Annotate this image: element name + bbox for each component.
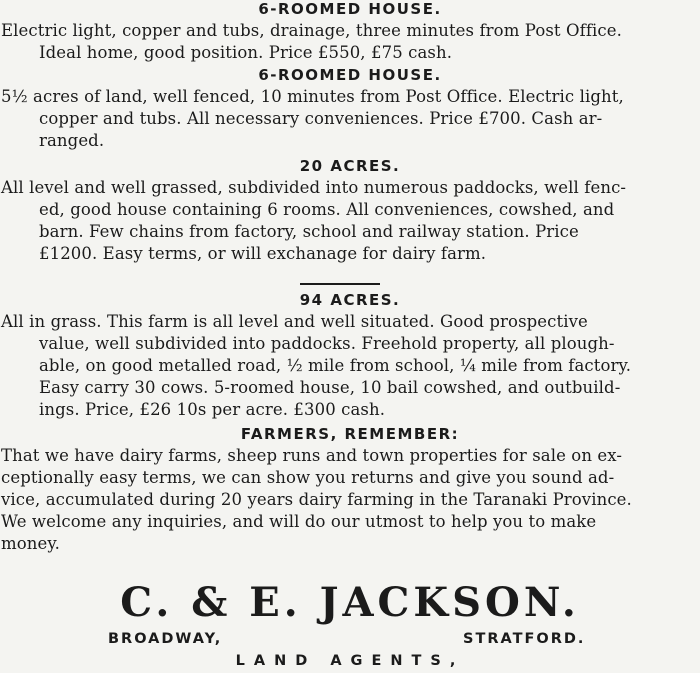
- listing-line: All in grass. This farm is all level and well situated. Good prospective: [1, 312, 588, 331]
- section-divider: [300, 283, 380, 285]
- agency-tagline: LAND AGENTS,: [235, 653, 465, 669]
- notice-heading: FARMERS, REMEMBER:: [240, 425, 460, 443]
- listing-line: ings. Price, £26 10s per acre. £300 cash.: [39, 400, 386, 419]
- listing-line: copper and tubs. All necessary conveniences. Price £700. Cash ar-: [39, 109, 603, 128]
- agency-name: C. & E. JACKSON.: [120, 579, 580, 626]
- listing-line: 5½ acres of land, well fenced, 10 minutes from Post Office. Electric light,: [1, 87, 624, 106]
- listing-line: £1200. Easy terms, or will exchanage for dairy farm.: [39, 244, 487, 263]
- notice-line: ceptionally easy terms, we can show you returns and give you sound ad-: [1, 468, 615, 487]
- notice-line: That we have dairy farms, sheep runs and town properties for sale on ex-: [1, 446, 623, 465]
- listing-heading: 6-ROOMED HOUSE.: [258, 0, 442, 18]
- listing-heading: 6-ROOMED HOUSE.: [258, 66, 442, 84]
- listing-heading: 94 ACRES.: [299, 291, 401, 309]
- listing-line: ed, good house containing 6 rooms. All conveniences, cowshed, and: [39, 200, 615, 219]
- listing-line: All level and well grassed, subdivided into numerous paddocks, well fenc-: [1, 178, 627, 197]
- listing-line: Electric light, copper and tubs, drainage, three minutes from Post Office.: [1, 21, 622, 40]
- listing-line: Ideal home, good position. Price £550, £75 cash.: [39, 43, 453, 62]
- address-street: BROADWAY,: [108, 631, 223, 647]
- notice-line: vice, accumulated during 20 years dairy farming in the Taranaki Province.: [1, 490, 632, 509]
- listing-heading: 20 ACRES.: [299, 157, 401, 175]
- listing-line: value, well subdivided into paddocks. Freehold property, all plough-: [39, 334, 615, 353]
- address-town: STRATFORD.: [463, 631, 586, 647]
- notice-line: money.: [1, 534, 60, 553]
- listing-line: Easy carry 30 cows. 5-roomed house, 10 bail cowshed, and outbuild-: [39, 378, 621, 397]
- listing-line: barn. Few chains from factory, school and railway station. Price: [39, 222, 579, 241]
- listing-line: able, on good metalled road, ½ mile from school, ¼ mile from factory.: [39, 356, 632, 375]
- listing-line: ranged.: [39, 131, 105, 150]
- notice-line: We welcome any inquiries, and will do our utmost to help you to make: [1, 512, 597, 531]
